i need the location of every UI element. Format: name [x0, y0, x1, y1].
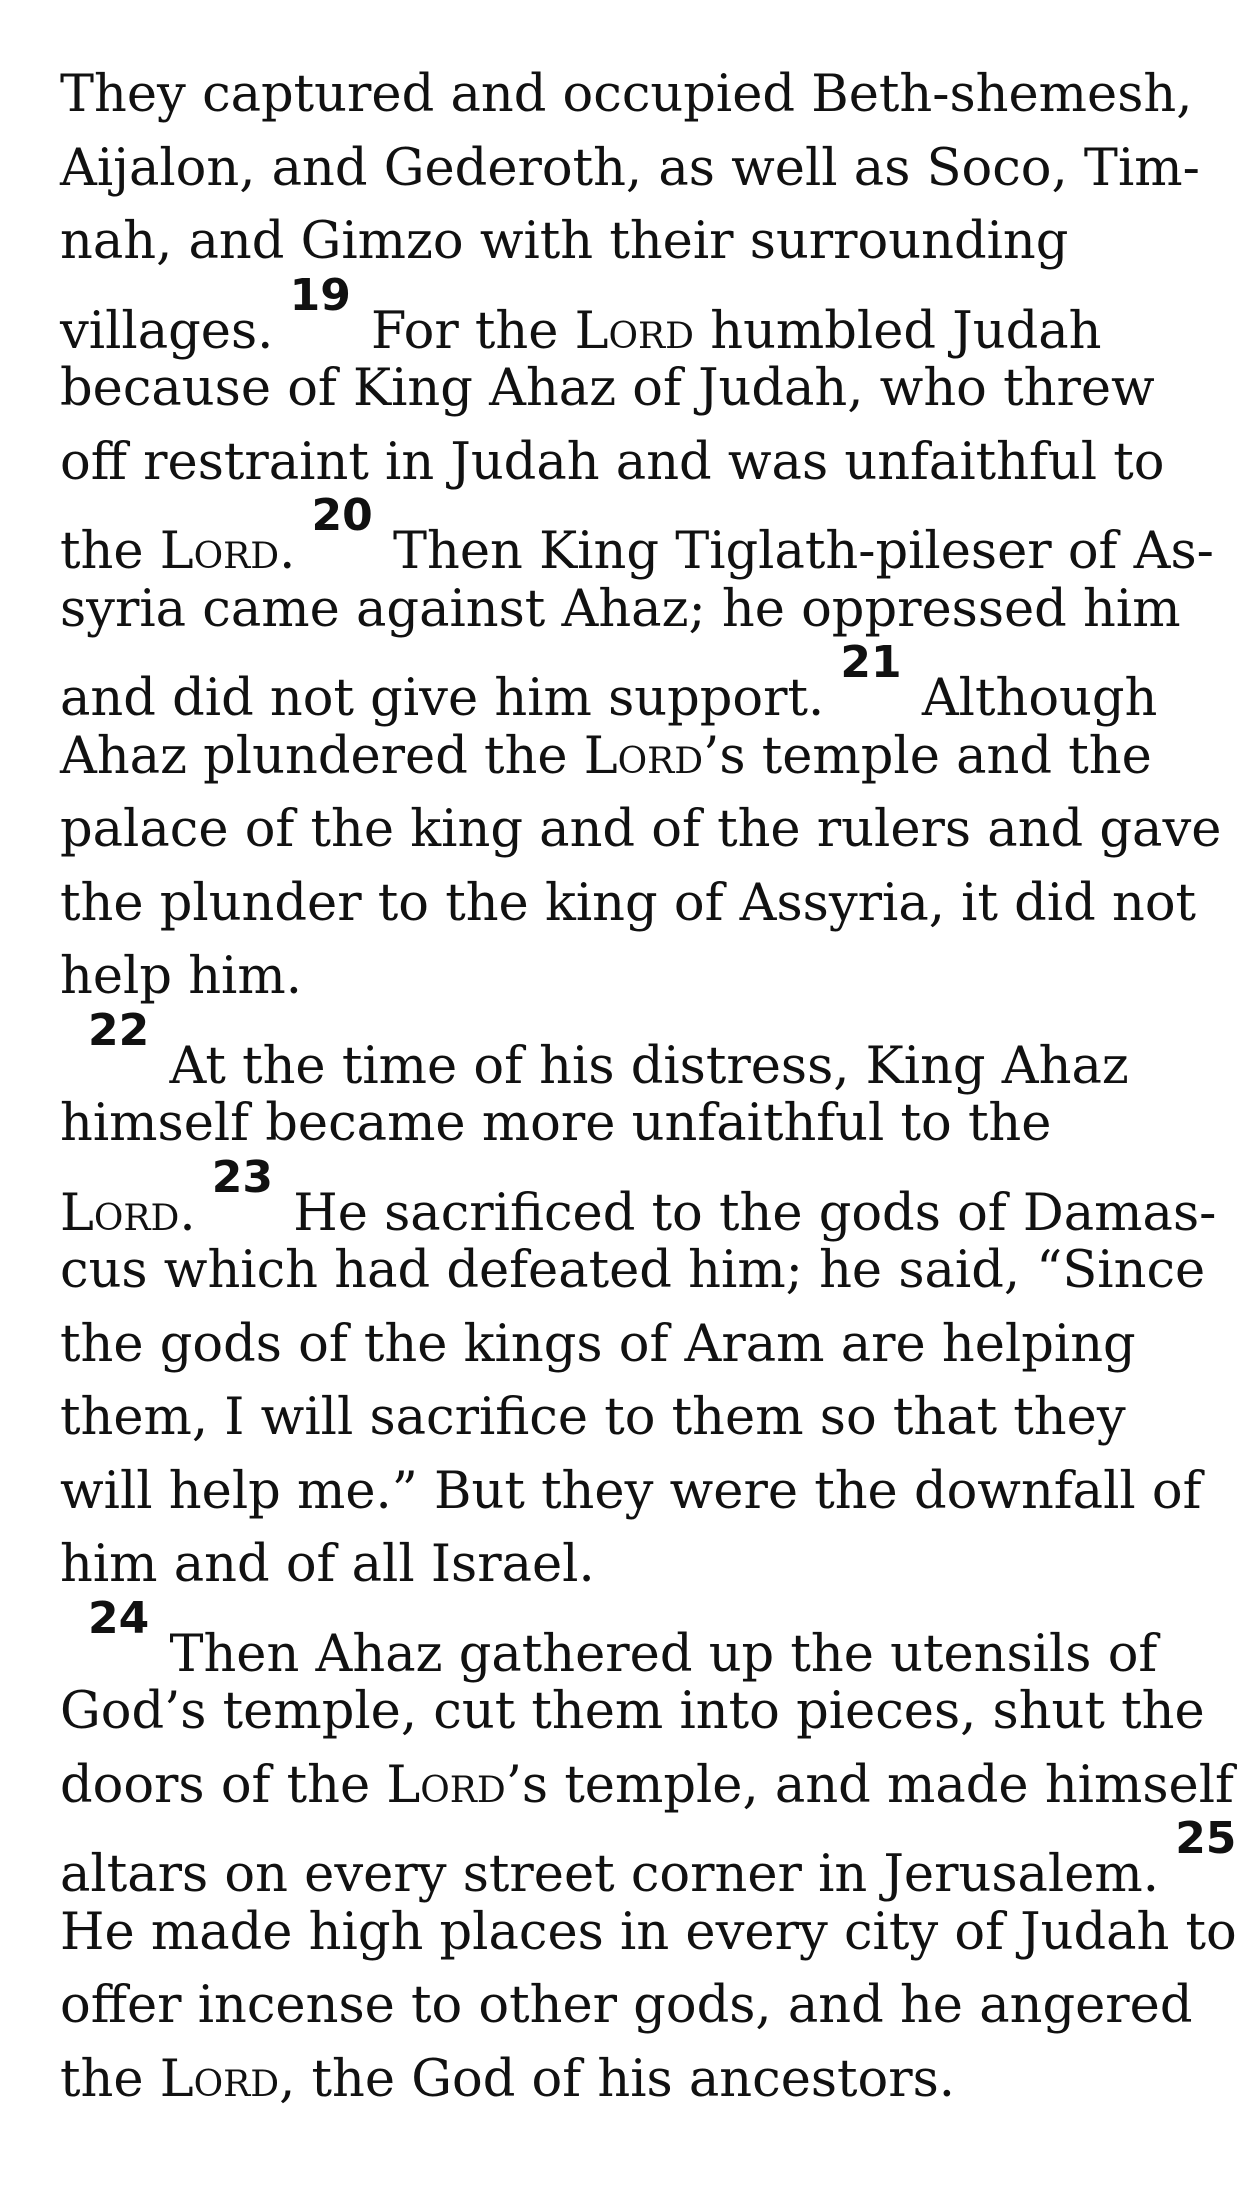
text-line: himself became more unfaithful to the — [60, 1094, 1052, 1153]
text-line: the plunder to the king of Assyria, it did not — [60, 873, 1197, 933]
text-line: He made high places in every city of Judah to — [60, 1902, 1237, 1962]
text-line: help him. — [60, 947, 302, 1006]
lord-small-caps: Lord — [386, 1755, 506, 1815]
text-line: villages. $^{19}$ For the Lord humbled Judah — [60, 269, 1102, 361]
paragraph-3 — [60, 1592, 1237, 2117]
text-line: God’s temple, cut them into pieces, shut the — [60, 1682, 1205, 1741]
verse-number-19: 19 — [289, 269, 351, 321]
text-line: altars on every street corner in Jerusalem. $^{25}$ — [60, 1813, 1237, 1904]
text-line: will help me.” But they were the downfall of — [60, 1461, 1202, 1521]
text-line: palace of the king and of the rulers and gave — [60, 800, 1222, 859]
text-line: nah, and Gimzo with their surrounding — [60, 212, 1069, 271]
text-line: Aijalon, and Gederoth, as well as Soco, Tim- — [60, 138, 1200, 198]
text-line: They captured and occupied Beth-shemesh, — [60, 65, 1193, 124]
verse-number-21: 21 — [840, 637, 902, 688]
verse-number-24: 24 — [88, 1592, 150, 1644]
verse-number-25: 25 — [1175, 1813, 1237, 1864]
text-line: Ahaz plundered the Lord’s temple and the — [60, 726, 1152, 786]
text-line: him and of all Israel. — [60, 1535, 595, 1594]
bible-passage — [60, 58, 1237, 2116]
text-line: the gods of the kings of Aram are helping — [60, 1314, 1136, 1374]
lord-small-caps: Lord — [159, 2049, 280, 2109]
lord-small-caps: Lord — [574, 301, 695, 361]
text-line: the Lord, the God of his ancestors. — [60, 2049, 956, 2109]
text-line: and did not give him support. $^{21}$ Although — [60, 637, 1158, 728]
text-line: the Lord. $^{20}$ Then King Tiglath-pileser of As- — [60, 490, 1214, 581]
text-line: offer incense to other gods, and he angered — [60, 1976, 1193, 2035]
paragraph-2 — [60, 1004, 1217, 1602]
lord-small-caps: Lord — [583, 726, 704, 786]
paragraph-1 — [60, 58, 1222, 1014]
text-line: $^{24}$ Then Ahaz gathered up the utensils of — [88, 1592, 1158, 1684]
text-line: $^{22}$ At the time of his distress, King Ahaz — [88, 1004, 1129, 1096]
verse-number-20: 20 — [311, 490, 373, 541]
text-line: Lord. $^{23}$ He sacrificed to the gods of Damas- — [60, 1151, 1217, 1243]
text-line: syria came against Ahaz; he oppressed him — [60, 579, 1181, 639]
verse-number-23: 23 — [211, 1151, 274, 1203]
text-line: doors of the Lord’s temple, and made himself — [60, 1755, 1234, 1815]
verse-number-22: 22 — [88, 1004, 150, 1056]
text-line: because of King Ahaz of Judah, who threw — [60, 359, 1155, 418]
text-line: them, I will sacrifice to them so that they — [60, 1388, 1126, 1447]
lord-small-caps: Lord — [60, 1183, 180, 1243]
lord-small-caps: Lord — [159, 522, 280, 581]
text-line: cus which had defeated him; he said, “Since — [60, 1241, 1206, 1300]
text-line: off restraint in Judah and was unfaithful to — [60, 432, 1165, 492]
